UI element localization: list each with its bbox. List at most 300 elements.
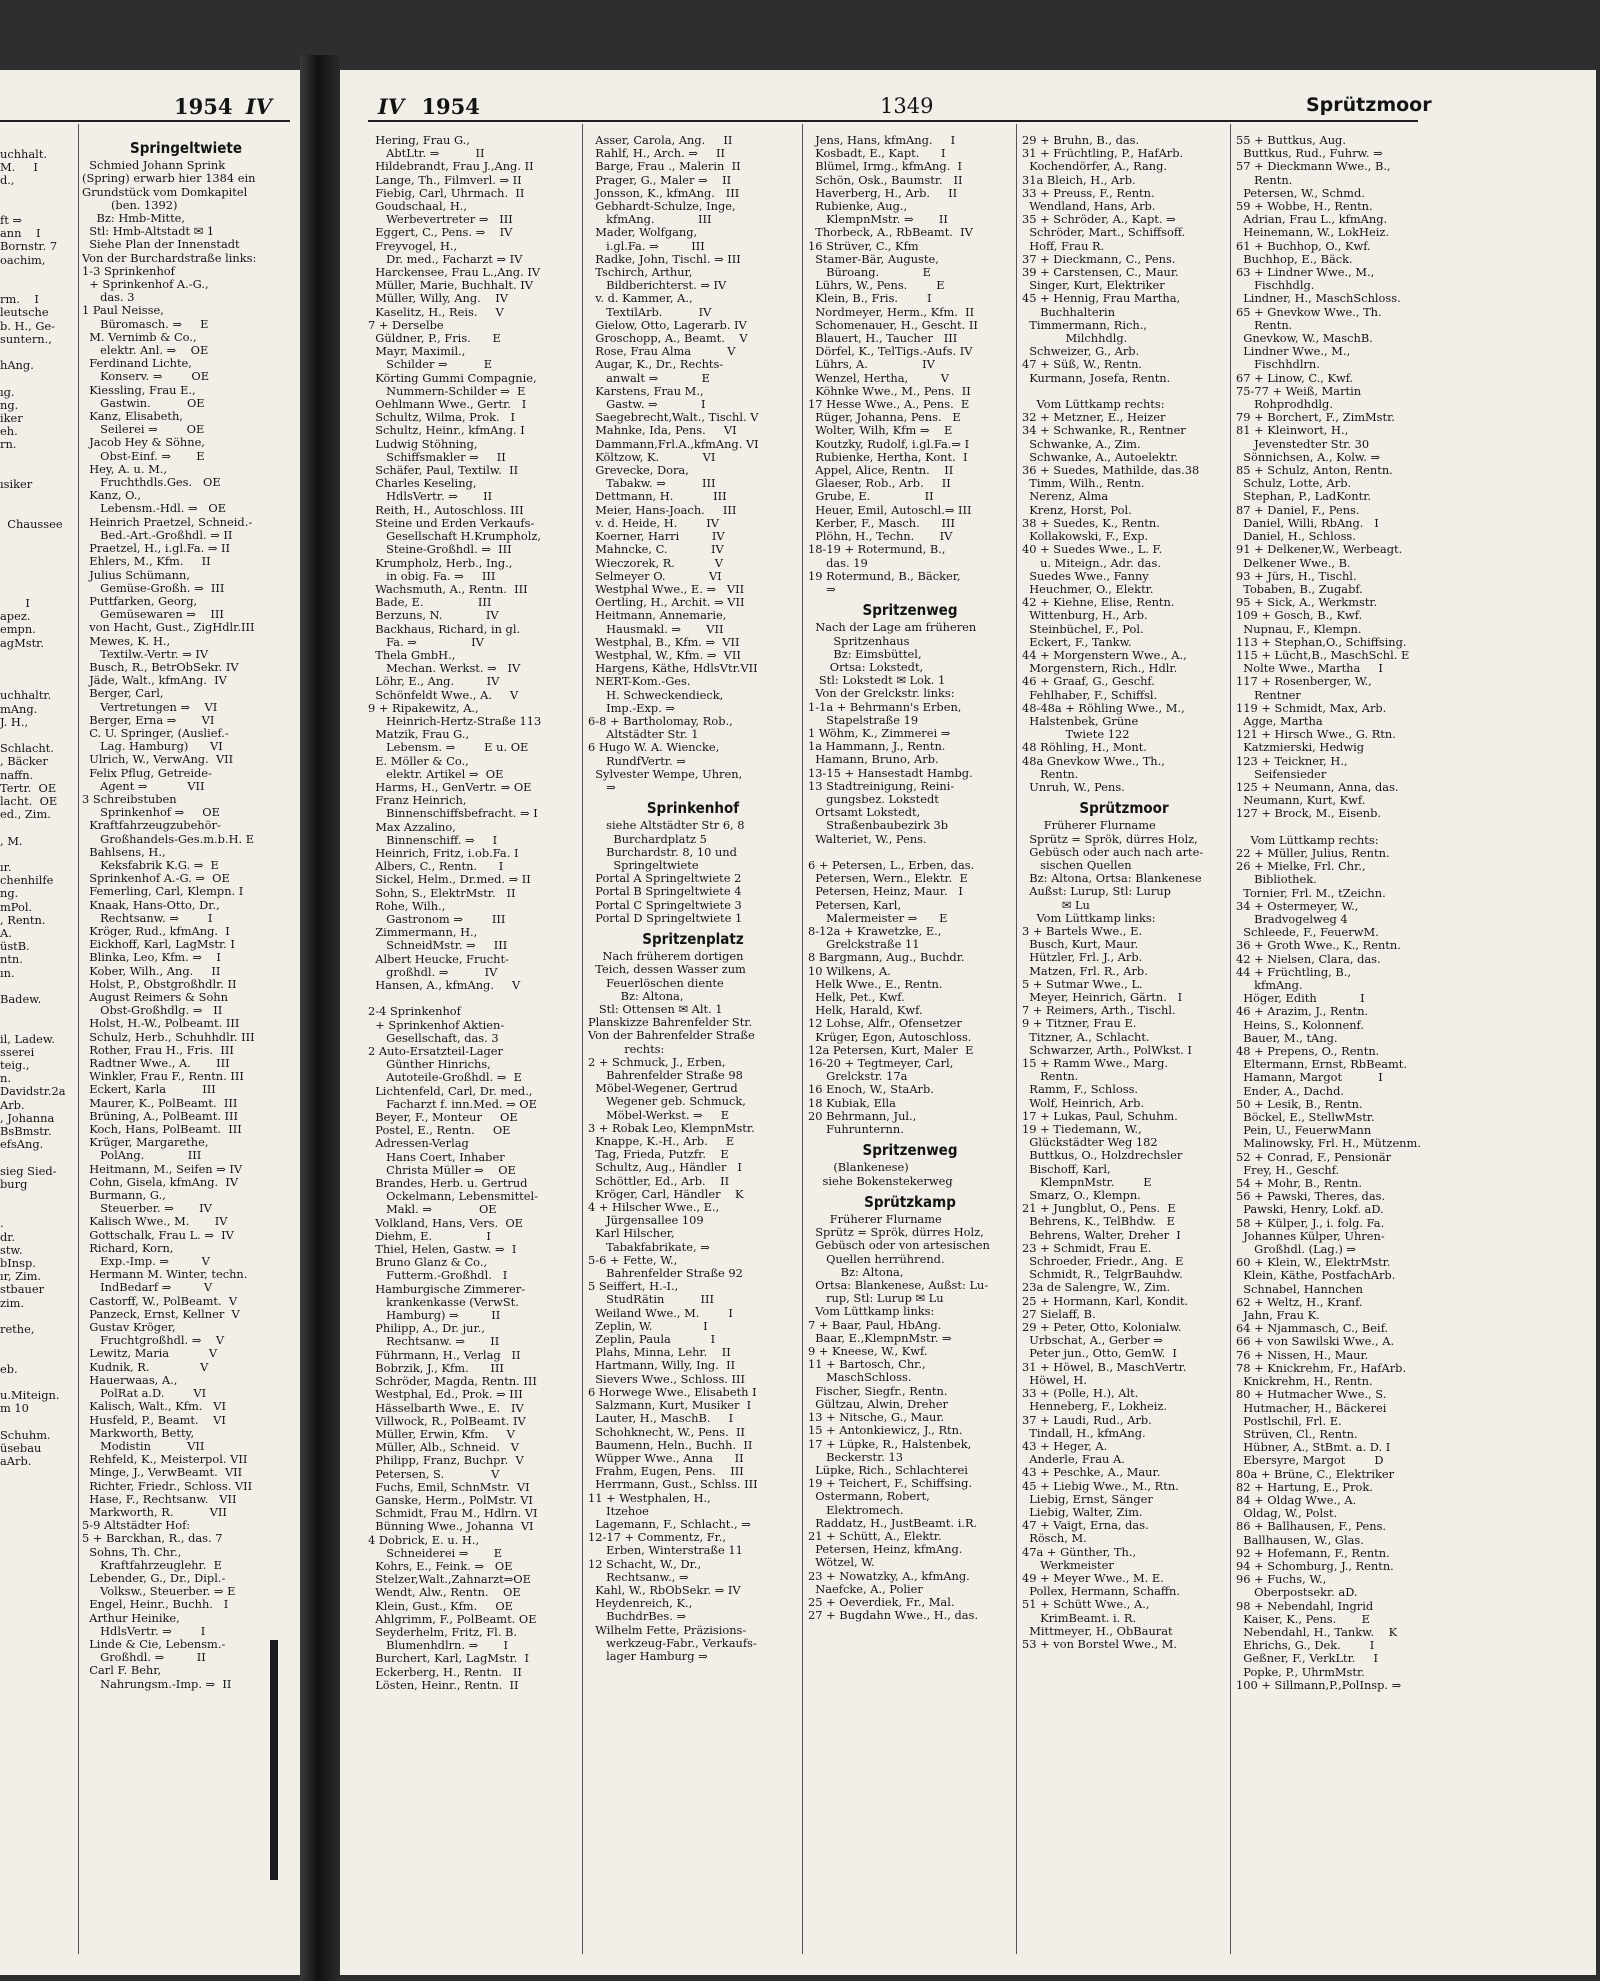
directory-entry: anwalt ⇒ E [588, 371, 710, 385]
directory-entry: Milchhdlg. [1022, 332, 1128, 346]
directory-entry: Titzner, A., Schlacht. [1022, 1030, 1150, 1044]
directory-entry: Backhaus, Richard, in gl. [368, 622, 521, 636]
directory-entry: 26 + Mielke, Frl. Chr., [1236, 860, 1366, 874]
directory-entry: gungsbez. Lokstedt [808, 792, 939, 806]
directory-entry: 13 + Nitsche, G., Maur. [808, 1411, 945, 1425]
directory-entry: Gebhardt-Schulze, Inge, [588, 200, 736, 214]
directory-entry: Berger, Carl, [82, 687, 164, 701]
edge-fragment: üsebau [0, 1441, 42, 1455]
edge-fragment [0, 280, 74, 293]
edge-fragment: mAng. [0, 702, 38, 716]
directory-entry: Saegebrecht,Walt., Tischl. V [588, 411, 759, 425]
edge-fragment [0, 188, 74, 201]
directory-entry: 47 + Süß, W., Rentn. [1022, 358, 1143, 372]
directory-entry: Salzmann, Kurt, Musiker I [588, 1399, 752, 1413]
directory-entry: 8-12a + Krawetzke, E., [808, 924, 942, 938]
directory-entry: 1a Hammann, J., Rentn. [808, 740, 946, 754]
directory-entry: i.gl.Fa. ⇒ III [588, 239, 705, 253]
right-header-rule [368, 120, 1418, 122]
directory-entry: Bz: Altona, [588, 989, 684, 1003]
directory-entry: Schultz, Heinr., kfmAng. I [368, 424, 525, 438]
book-gutter [300, 55, 340, 1981]
directory-entry: Grundstück vom Domkapitel [82, 185, 248, 199]
directory-entry: 58 + Külper, J., i. folg. Fa. [1236, 1216, 1385, 1230]
directory-entry: Gemüse-Großh. ⇒ III [82, 581, 225, 595]
directory-entry: 1 Paul Neisse, [82, 304, 164, 318]
directory-entry: Fuchs, Emil, SchnMstr. VI [368, 1480, 530, 1494]
directory-entry: Karstens, Frau M., [588, 384, 704, 398]
directory-entry: Tabakw. ⇒ III [588, 477, 716, 491]
directory-entry: Johannes Külper, Uhren- [1236, 1229, 1385, 1243]
directory-entry: Fruchthdls.Ges. OE [82, 476, 221, 490]
directory-entry: Grube, E. II [808, 490, 934, 504]
edge-fragment: , Johanna [0, 1111, 55, 1125]
directory-entry: 65 + Gnevkow Wwe., Th. [1236, 305, 1382, 319]
edge-fragment [0, 372, 74, 385]
directory-entry: 20 Behrmann, Jul., [808, 1109, 917, 1123]
directory-entry: Rentner [1236, 688, 1301, 702]
directory-entry: 21 + Jungblut, O., Pens. E [1022, 1202, 1176, 1216]
directory-entry: Thiel, Helen, Gastw. ⇒ I [368, 1243, 517, 1257]
directory-entry: Petersen, Karl, [808, 898, 902, 912]
directory-entry: 7 + Reimers, Arth., Tischl. [1022, 1004, 1176, 1018]
directory-entry: Barge, Frau ., Malerin II [588, 160, 741, 174]
directory-entry: Kudnik, R. V [82, 1360, 209, 1374]
directory-entry: Nahrungsm.-Imp. ⇒ II [82, 1677, 232, 1691]
directory-entry: 31 + Früchtling, P., HafArb. [1022, 147, 1184, 161]
directory-entry: 35 + Schröder, A., Kapt. ⇒ [1022, 213, 1176, 227]
directory-entry: Höwel, H. [1022, 1373, 1087, 1387]
directory-entry: Westphal, Ed., Prok. ⇒ III [368, 1388, 523, 1402]
directory-entry: Hildebrandt, Frau J.,Ang. II [368, 160, 534, 174]
directory-entry: Hamann, Margot I [1236, 1071, 1383, 1085]
directory-entry: 95 + Sick, A., Werkmstr. [1236, 596, 1378, 610]
directory-entry: Oberpostsekr. aD. [1236, 1586, 1358, 1600]
directory-entry: Groschopp, A., Beamt. V [588, 332, 748, 346]
directory-entry: Konserv. ⇒ OE [82, 370, 210, 384]
directory-entry: Meyer, Heinrich, Gärtn. I [1022, 991, 1183, 1004]
directory-entry: Franz Heinrich, [368, 794, 467, 808]
directory-entry: Christa Müller ⇒ OE [368, 1163, 516, 1177]
directory-entry: ⇒ [808, 582, 836, 596]
directory-entry: Rohprodhdlg. [1236, 398, 1333, 412]
directory-entry: u. Miteign., Adr. das. [1022, 556, 1161, 570]
directory-entry: 2 Auto-Ersatzteil-Lager [368, 1045, 503, 1059]
directory-entry: Teich, dessen Wasser zum [588, 963, 746, 977]
directory-entry: 79 + Borchert, F., ZimMstr. [1236, 411, 1395, 425]
directory-entry: Strüven, Cl., Rentn. [1236, 1427, 1358, 1441]
directory-entry: Bahlsens, H., [82, 845, 166, 859]
directory-entry: Grelckstr. 17a [808, 1070, 908, 1084]
directory-entry: Husfeld, P., Beamt. VI [82, 1413, 226, 1427]
directory-entry: Mewes, K. H., [82, 634, 171, 648]
directory-entry: 81 + Kleinwort, H., [1236, 424, 1349, 438]
edge-fragment: , Rentn. [0, 913, 46, 927]
directory-entry: von Hacht, Gust., ZigHdlr.III [82, 621, 255, 635]
directory-entry: NERT-Kom.-Ges. [588, 675, 691, 689]
directory-entry: Reith, H., Autoschloss. III [368, 503, 524, 517]
directory-entry: Tabakfabrikate, ⇒ [588, 1240, 710, 1254]
directory-entry: 31 + Höwel, B., MaschVertr. [1022, 1360, 1187, 1374]
directory-entry: Tobaben, B., Zugabf. [1236, 582, 1363, 596]
directory-entry: Lebender, G., Dr., Dipl.- [82, 1571, 226, 1585]
directory-entry: Stl: Lokstedt ✉ Lok. 1 [808, 674, 946, 688]
directory-entry: Gustav Kröger, [82, 1321, 176, 1335]
edge-fragment: Chaussee [0, 517, 63, 531]
directory-entry: Vom Lüttkamp rechts: [1236, 833, 1379, 847]
directory-entry: Wachsmuth, A., Rentn. III [368, 582, 528, 596]
directory-entry: lager Hamburg ⇒ [588, 1649, 708, 1663]
edge-fragment: d., [0, 174, 15, 188]
directory-entry: Busch, Kurt, Maur. [1022, 938, 1139, 952]
directory-entry: Femerling, Carl, Klempn. I [82, 885, 244, 899]
directory-entry: 76 + Nissen, H., Maur. [1236, 1348, 1369, 1362]
edge-fragment [0, 663, 74, 676]
directory-entry: 17 + Lukas, Paul, Schuhm. [1022, 1109, 1178, 1123]
directory-entry: 127 + Brock, M., Eisenb. [1236, 807, 1382, 821]
directory-entry: Wilhelm Fette, Präzisions- [588, 1623, 747, 1637]
directory-entry: Költzow, K. VI [588, 450, 716, 464]
directory-entry: Schultz, Aug., Händler I [588, 1161, 742, 1175]
directory-entry: Eickhoff, Karl, LagMstr. I [82, 938, 235, 952]
directory-entry: 9 + Kneese, W., Kwf. [808, 1345, 928, 1359]
directory-entry: TextilArb. IV [588, 305, 712, 319]
directory-entry: Von der Grelckstr. links: [808, 687, 955, 701]
directory-entry: v. d. Heide, H. IV [588, 516, 719, 530]
directory-entry: Stl: Ottensen ✉ Alt. 1 [588, 1003, 723, 1016]
directory-entry: Bibliothek. [1236, 873, 1317, 887]
right-header-page-number: 1349 [880, 94, 934, 118]
directory-entry: Rentn. [1236, 318, 1293, 332]
directory-entry: Früherer Flurname [808, 1213, 942, 1227]
edge-fragment: m 10 [0, 1402, 29, 1416]
directory-entry: 25 + Hormann, Karl, Kondit. [1022, 1294, 1189, 1308]
directory-entry: Lührs, W., Pens. E [808, 279, 945, 293]
directory-entry: in obig. Fa. ⇒ III [368, 569, 496, 583]
directory-entry: Ahlgrimm, F., PolBeamt. OE [368, 1612, 537, 1626]
directory-entry: Winkler, Frau F., Rentn. III [82, 1070, 244, 1084]
directory-entry: Baumenn, Heln., Buchh. II [588, 1438, 753, 1452]
directory-entry: Schroeder, Friedr., Ang. E [1022, 1255, 1184, 1269]
directory-entry: Güldner, P., Fris. E [368, 332, 501, 346]
directory-entry: Büroang. E [808, 266, 931, 280]
directory-entry: 37 + Laudi, Rud., Arb. [1022, 1413, 1152, 1427]
directory-entry: 7 + Baar, Paul, HbAng. [808, 1318, 942, 1332]
directory-entry: Hansen, A., kfmAng. V [368, 979, 521, 992]
directory-entry: Linde & Cie, Lebensm.- [82, 1637, 226, 1651]
directory-entry: ⇒ [588, 780, 616, 794]
directory-entry: Dr. med., Facharzt ⇒ IV [368, 252, 523, 266]
directory-entry: Neumann, Kurt, Kwf. [1236, 794, 1366, 808]
directory-entry: Charles Keseling, [368, 477, 477, 491]
directory-entry: Gottschalk, Frau L. ⇒ IV [82, 1228, 234, 1242]
directory-entry: 37 + Dieckmann, C., Pens. [1022, 252, 1176, 266]
directory-entry: 17 Hesse Wwe., A., Pens. E [808, 398, 970, 412]
directory-entry: 86 + Ballhausen, F., Pens. [1236, 1520, 1387, 1534]
street-heading: Sprützmoor [1079, 799, 1169, 818]
directory-entry: Herrmann, Gust., Schlss. III [588, 1478, 758, 1492]
right-header-left [378, 94, 480, 119]
directory-entry: Postel, E., Rentn. OE [368, 1124, 511, 1138]
directory-entry: 11 + Bartosch, Chr., [808, 1358, 926, 1372]
directory-entry: 87 + Daniel, F., Pens. [1236, 503, 1360, 517]
directory-entry: werkzeug-Fabr., Verkaufs- [588, 1636, 757, 1650]
directory-entry: 52 + Conrad, F., Pensionär [1236, 1150, 1392, 1164]
directory-entry: Fischhdlrn. [1236, 358, 1320, 372]
directory-entry: 2-4 Sprinkenhof [368, 1005, 461, 1019]
directory-entry: Springeltwiete [588, 858, 699, 872]
directory-entry: Maurer, K., PolBeamt. III [82, 1096, 238, 1110]
directory-entry: Felix Pflug, Getreide- [82, 766, 212, 780]
directory-entry: Westphal, W., Kfm. ⇒ VII [588, 648, 741, 662]
directory-entry: 85 + Schulz, Anton, Rentn. [1236, 464, 1393, 478]
directory-entry: Peter jun., Otto, GemW. I [1022, 1347, 1177, 1361]
directory-entry: Portal D Springeltwiete 1 [588, 911, 743, 925]
directory-entry: Kohrs, E., Feink. ⇒ OE [368, 1559, 513, 1573]
directory-entry: 67 + Linow, C., Kwf. [1236, 371, 1354, 385]
directory-entry: Günther Hinrichs, [368, 1058, 491, 1072]
directory-entry: Futterm.-Großhdl. I [368, 1269, 508, 1283]
edge-fragment [0, 1416, 74, 1429]
directory-entry: Müller, Willy, Ang. IV [368, 292, 508, 306]
directory-entry: Stephan, P., LadKontr. [1236, 490, 1372, 504]
directory-entry: 16-20 + Tegtmeyer, Carl, [808, 1057, 954, 1071]
street-heading: Spritzenweg [862, 1141, 958, 1160]
directory-entry: Exp.-Imp. ⇒ V [82, 1255, 210, 1269]
directory-entry: 50 + Lesik, B., Rentn. [1236, 1097, 1363, 1111]
directory-entry: Steine und Erden Verkaufs- [368, 516, 535, 530]
edge-fragment: ft ⇒ [0, 214, 22, 228]
directory-entry: Facharzt f. inn.Med. ⇒ OE [368, 1097, 537, 1111]
directory-entry: 75-77 + Weiß, Martin [1236, 384, 1362, 398]
directory-entry: Schilder ⇒ E [368, 358, 493, 372]
directory-entry: Katzmierski, Hedwig [1236, 741, 1365, 755]
directory-entry: Rahlf, H., Arch. ⇒ II [588, 147, 725, 161]
directory-entry: 5 Seiffert, H.-I., [588, 1280, 679, 1294]
left-column-divider [78, 124, 79, 1954]
directory-entry: Heuchmer, O., Elektr. [1022, 582, 1154, 596]
directory-entry: Westphal Wwe., E. ⇒ VII [588, 582, 745, 596]
directory-entry: Selmeyer O. VI [588, 569, 722, 583]
directory-entry: Kraftfahrzeuglehr. E [82, 1558, 222, 1572]
edge-fragment [0, 201, 74, 214]
directory-entry: 17 + Lüpke, R., Halstenbek, [808, 1437, 972, 1451]
directory-entry: Matzik, Frau G., [368, 728, 470, 742]
directory-entry: Gebüsch oder auch nach arte- [1022, 845, 1204, 859]
directory-entry: 12 Schacht, W., Dr., [588, 1557, 702, 1571]
directory-entry: Kaiser, K., Pens. E [1236, 1612, 1370, 1626]
directory-entry: 40 + Suedes Wwe., L. F. [1022, 543, 1163, 557]
directory-entry: Nach der Lage am früheren [808, 621, 977, 635]
directory-entry: 82 + Hartung, E., Prok. [1236, 1480, 1373, 1494]
directory-entry: das. 19 [808, 556, 868, 570]
directory-entry: Sohn, S., ElektrMstr. II [368, 886, 516, 900]
directory-entry: Koutzky, Rudolf, i.gl.Fa.⇒ I [808, 437, 970, 451]
edge-fragment: ır. [0, 860, 12, 874]
directory-entry: Bildberichterst. ⇒ IV [588, 279, 727, 293]
directory-entry: Hauerwaas, A., [82, 1373, 178, 1387]
directory-entry: siehe Altstädter Str 6, 8 [588, 819, 745, 833]
directory-entry: 1-1a + Behrmann's Erben, [808, 700, 962, 714]
directory-entry: Siehe Plan der Innenstadt [82, 238, 240, 252]
directory-entry: 36 + Groth Wwe., K., Rentn. [1236, 939, 1401, 953]
directory-entry: Nolte Wwe., Martha I [1236, 662, 1383, 676]
directory-entry: Elektromech. [808, 1503, 904, 1517]
directory-entry: 11 + Westphalen, H., [588, 1491, 711, 1505]
directory-entry: Harms, H., GenVertr. ⇒ OE [368, 780, 532, 794]
directory-entry: Schönfeldt Wwe., A. V [368, 688, 519, 702]
column-6 [1236, 134, 1426, 1954]
directory-entry: Kochendörfer, A., Rang. [1022, 160, 1168, 174]
edge-fragment: ng. [0, 887, 19, 901]
directory-entry: Beckerstr. 13 [808, 1450, 904, 1464]
edge-fragment [0, 465, 74, 478]
directory-entry: Anderle, Frau A. [1022, 1453, 1125, 1467]
directory-entry: Heuer, Emil, Autoschl.⇒ III [808, 503, 972, 517]
directory-entry: 113 + Stephan,O., Schiffsing. [1236, 635, 1407, 649]
directory-entry: Hamann, Bruno, Arb. [808, 753, 939, 767]
directory-entry: 8 Bargmann, Aug., Buchdr. [808, 951, 965, 965]
directory-entry: Modistin VII [82, 1439, 205, 1453]
directory-entry: Imp.-Exp. ⇒ [588, 701, 675, 715]
directory-entry: Dörfel, K., TelTigs.-Aufs. IV [808, 345, 973, 359]
directory-entry: elektr. Artikel ⇒ OE [368, 767, 504, 781]
directory-entry: 44 + Früchtling, B., [1236, 965, 1352, 979]
directory-entry: Postlschil, Frl. E. [1236, 1414, 1342, 1428]
directory-entry: Lebensm.-Hdl. ⇒ OE [82, 502, 227, 516]
directory-entry: Lindner, H., MaschSchloss. [1236, 292, 1401, 306]
directory-entry: Heinemann, W., LokHeiz. [1236, 226, 1389, 240]
directory-entry: Philipp, A., Dr. jur., [368, 1322, 485, 1336]
directory-entry: Lag. Hamburg) VI [82, 740, 223, 754]
directory-entry: 55 + Buttkus, Aug. [1236, 134, 1346, 147]
directory-entry: Blumenhdlrn. ⇒ I [368, 1639, 509, 1653]
directory-entry: Kollakowski, F., Exp. [1022, 530, 1149, 544]
directory-entry: Buttkus, Rud., Fuhrw. ⇒ [1236, 147, 1383, 161]
directory-entry: E. Möller & Co., [368, 754, 469, 768]
edge-fragment: . [0, 1217, 4, 1231]
directory-entry: Twiete 122 [1022, 728, 1130, 742]
directory-entry: Villwock, R., PolBeamt. IV [368, 1414, 526, 1428]
directory-entry: Führmann, H., Verlag II [368, 1348, 521, 1362]
directory-entry: AbtLtr. ⇒ II [368, 147, 485, 161]
directory-entry: Nach früherem dortigen [588, 950, 744, 964]
directory-entry: Zimmermann, H., [368, 926, 478, 940]
directory-entry: Puttfarken, Georg, [82, 594, 198, 608]
directory-entry: 45 + Hennig, Frau Martha, [1022, 292, 1181, 306]
directory-entry: Mittmeyer, H., ObBaurat [1022, 1624, 1173, 1638]
directory-entry: Außst: Lurup, Stl: Lurup [1022, 885, 1171, 899]
directory-entry: Hutmacher, H., Bäckerei [1236, 1401, 1387, 1415]
directory-entry: Vom Lüttkamp rechts: [1022, 398, 1165, 412]
directory-entry: Pawski, Henry, Lokf. aD. [1236, 1203, 1384, 1217]
left-header [174, 94, 272, 119]
directory-entry: Wüpper Wwe., Anna II [588, 1451, 744, 1465]
directory-entry: Gesellschaft, das. 3 [368, 1031, 499, 1045]
directory-entry: Sievers Wwe., Schloss. III [588, 1372, 746, 1386]
directory-entry: 31a Bleich, H., Arb. [1022, 173, 1136, 187]
edge-fragment [0, 504, 74, 517]
directory-entry: Prager, G., Maler ⇒ II [588, 173, 732, 187]
directory-entry: Krenz, Horst, Pol. [1022, 503, 1132, 517]
right-header-year: 1954 [421, 94, 480, 119]
directory-entry: Nerenz, Alma [1022, 490, 1109, 504]
directory-entry: Schröder, Magda, Rentn. III [368, 1375, 537, 1389]
directory-entry: Mahncke, C. IV [588, 543, 724, 557]
street-heading: Spritzenplatz [642, 929, 744, 948]
directory-entry: Sylvester Wempe, Uhren, [588, 767, 743, 781]
directory-entry: Bed.-Art.-Großhdl. ⇒ II [82, 528, 233, 542]
directory-entry: 51 + Schütt Wwe., A., [1022, 1598, 1150, 1612]
directory-entry: Bischoff, Karl, [1022, 1162, 1111, 1176]
directory-entry: Arthur Heinike, [82, 1611, 180, 1625]
directory-entry: Hübner, A., StBmt. a. D. I [1236, 1441, 1391, 1455]
directory-entry: Ballhausen, W., Glas. [1236, 1533, 1364, 1547]
directory-entry: Gastwin. OE [82, 396, 205, 410]
directory-entry: Thela GmbH., [368, 648, 456, 662]
directory-entry: Schöttler, Ed., Arb. II [588, 1174, 730, 1188]
directory-entry: Mahnke, Ida, Pens. VI [588, 424, 737, 438]
directory-entry: Thorbeck, A., RbBeamt. IV [808, 226, 973, 240]
directory-entry: 5-9 Altstädter Hof: [82, 1519, 191, 1533]
directory-entry: Zeplin, Paula I [588, 1333, 716, 1347]
directory-entry: Jäde, Walt., kfmAng. IV [82, 674, 227, 688]
directory-entry: 13 Stadtreinigung, Reini- [808, 779, 955, 793]
directory-entry: Gielow, Otto, Lagerarb. IV [588, 318, 747, 332]
directory-entry: Schnabel, Hannchen [1236, 1282, 1363, 1296]
directory-entry: Schröder, Mart., Schiffsoff. [1022, 226, 1186, 240]
directory-entry: Wenzel, Hertha, V [808, 371, 949, 385]
directory-entry: Walteriet, W., Pens. [808, 832, 927, 846]
directory-entry: 12a Petersen, Kurt, Maler E [808, 1043, 974, 1057]
directory-entry: Obst-Großhdlg. ⇒ II [82, 1004, 223, 1018]
edge-fragment: agMstr. [0, 636, 44, 650]
directory-entry: Oldag, W., Polst. [1236, 1507, 1338, 1521]
directory-entry: Müller, Erwin, Kfm. V [368, 1427, 515, 1441]
edge-fragment: leutsche [0, 306, 49, 320]
directory-entry: Ostermann, Robert, [808, 1490, 930, 1504]
directory-entry: Jens, Hans, kfmAng. I [808, 134, 956, 147]
directory-entry: + Sprinkenhof Aktien- [368, 1018, 505, 1032]
directory-entry: Schmied Johann Sprink [82, 159, 226, 173]
edge-fragment: mPol. [0, 900, 33, 914]
directory-entry: Schohknecht, W., Pens. II [588, 1425, 745, 1439]
directory-entry: 6 Horwege Wwe., Elisabeth I [588, 1385, 757, 1399]
directory-entry: Augar, K., Dr., Rechts- [588, 358, 724, 372]
directory-entry: 93 + Jürs, H., Tischl. [1236, 569, 1357, 583]
directory-entry: Portal C Springeltwiete 3 [588, 898, 742, 912]
edge-fragment: , Bäcker [0, 755, 48, 769]
directory-entry: Lewitz, Maria V [82, 1347, 218, 1361]
directory-entry: Westphal, B., Kfm. ⇒ VII [588, 635, 740, 649]
directory-entry: Hase, F., Rechtsanw. VII [82, 1492, 237, 1506]
left-header-year: 1954 [174, 94, 233, 119]
edge-fragment: b. H., Ge- [0, 319, 56, 333]
directory-entry: Müller, Alb., Schneid. V [368, 1441, 519, 1455]
directory-entry: 19 + Tiedemann, W., [1022, 1123, 1142, 1137]
column-3 [588, 134, 798, 1954]
directory-entry: Appel, Alice, Rentn. II [808, 464, 954, 478]
directory-entry: Eckert, Karla III [82, 1083, 216, 1097]
directory-entry: Schulz, Lotte, Arb. [1236, 477, 1352, 491]
directory-entry: Keksfabrik K.G. ⇒ E [82, 858, 219, 872]
directory-entry: Matzen, Frl. R., Arb. [1022, 964, 1148, 978]
directory-entry: Bz: Hmb-Mitte, [82, 212, 186, 226]
directory-entry: Volksw., Steuerber. ⇒ E [82, 1585, 236, 1599]
directory-entry: Hamburg) ⇒ II [368, 1309, 501, 1323]
directory-entry: 3 + Bartels Wwe., E. [1022, 924, 1143, 938]
directory-entry: Petersen, Wern., Elektr. E [808, 872, 968, 886]
